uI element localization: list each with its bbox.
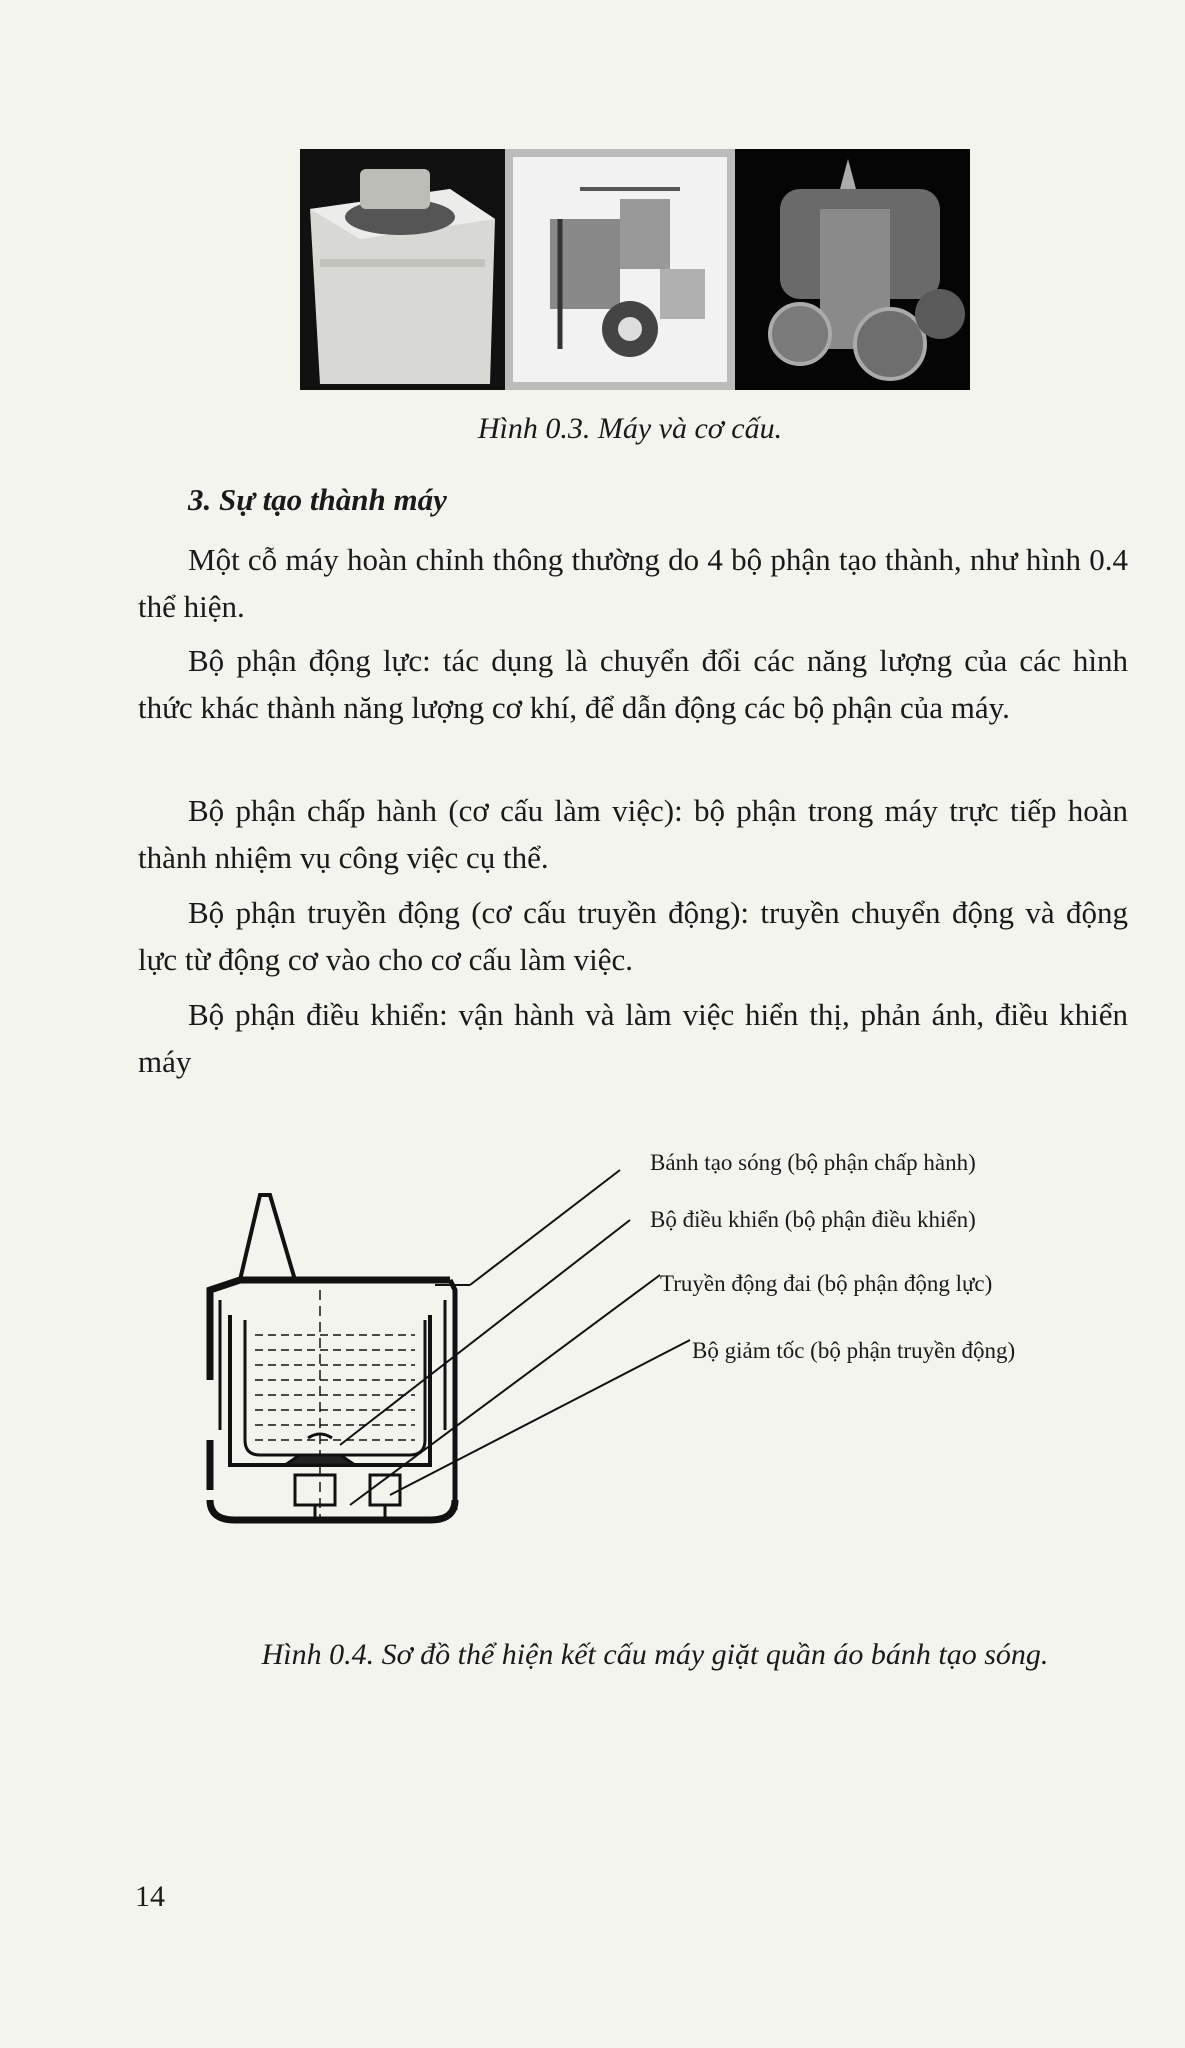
label-controller: Bộ điều khiển (bộ phận điều khiển)	[650, 1207, 976, 1232]
label-impeller: Bánh tạo sóng (bộ phận chấp hành)	[650, 1150, 976, 1175]
figure-3-caption: Hình 0.3. Máy và cơ cấu.	[477, 412, 783, 445]
paragraph-executive-unit: Bộ phận chấp hành (cơ cấu làm việc): bộ phận trong máy trực tiếp hoàn thành nhiệm vụ công việc cụ thể.	[138, 793, 1128, 875]
figure-3-photos	[300, 149, 970, 390]
figure-4-caption: Hình 0.4. Sơ đồ thể hiện kết cấu máy giặt quần áo bánh tạo sóng.	[261, 1638, 1049, 1671]
washing-machine-photo	[300, 149, 505, 390]
paragraph-power-unit: Bộ phận động lực: tác dụng là chuyển đổi các năng lượng của các hình thức khác thành năng lượng cơ khí, để dẫn động các bộ phận của máy.	[138, 643, 1128, 725]
label-belt-drive: Truyền động đai (bộ phận động lực)	[660, 1271, 993, 1296]
section-heading: 3. Sự tạo thành máy	[188, 482, 447, 517]
paragraph-intro: Một cỗ máy hoàn chỉnh thông thường do 4 bộ phận tạo thành, như hình 0.4 thể hiện.	[138, 542, 1128, 624]
paragraph-transmission-unit: Bộ phận truyền động (cơ cấu truyền động): truyền chuyển động và động lực từ động cơ vào cho cơ cấu làm việc.	[138, 895, 1128, 977]
mechanism-render	[735, 149, 970, 390]
paragraph-control-unit: Bộ phận điều khiển: vận hành và làm việc hiển thị, phản ánh, điều khiển máy	[138, 997, 1128, 1079]
page-number: 14	[135, 1880, 165, 1913]
engine-drawing	[505, 149, 735, 390]
label-reducer: Bộ giảm tốc (bộ phận truyền động)	[692, 1338, 1016, 1363]
